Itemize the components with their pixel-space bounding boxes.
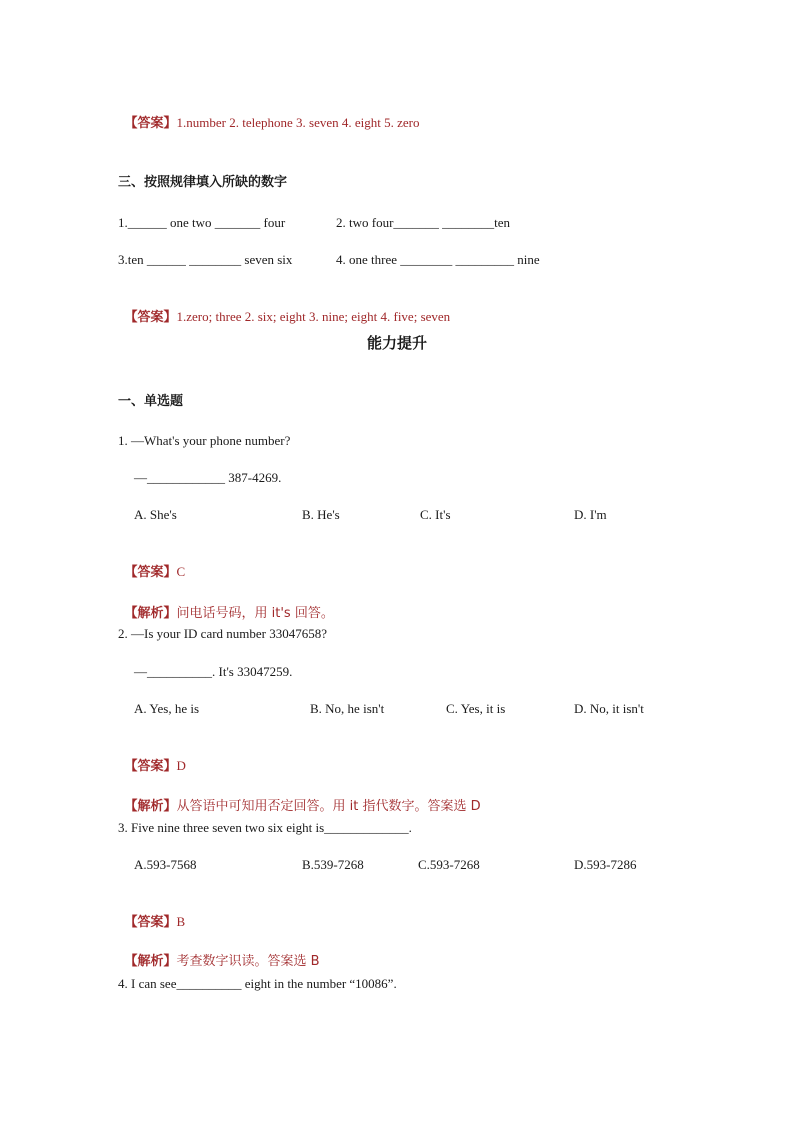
answer-line [118, 545, 185, 582]
answer-tag: 【答案】 [124, 565, 177, 580]
question-stem: 4. I can see__________ eight in the number “10086”. [118, 976, 397, 991]
answer-text: B [176, 914, 186, 929]
answer-tag: 【答案】 [124, 310, 177, 325]
option-c: C. It's [420, 507, 451, 522]
option-a: A.593-7568 [134, 857, 197, 872]
analysis-line [118, 934, 320, 971]
answer-tag: 【答案】 [124, 116, 177, 131]
question-stem: 2. —Is your ID card number 33047658? [118, 626, 328, 641]
analysis-tag: 【解析】 [124, 799, 177, 814]
question-stem: 1. —What's your phone number? [118, 433, 291, 448]
question-reply: —__________. It's 33047259. [134, 664, 293, 679]
analysis-tag: 【解析】 [124, 954, 177, 969]
answer-line [118, 290, 450, 327]
section-heading: 三、按照规律填入所缺的数字 [118, 175, 288, 190]
analysis-tag: 【解析】 [124, 606, 177, 621]
answer-text: D [176, 758, 186, 773]
exercise-item: 3.ten ______ ________ seven six [118, 252, 293, 267]
exercise-item: 2. two four_______ ________ten [336, 215, 511, 230]
answer-tag: 【答案】 [124, 759, 177, 774]
option-b: B. He's [302, 507, 340, 522]
analysis-line [118, 779, 481, 816]
answer-line [118, 96, 419, 133]
answer-tag: 【答案】 [124, 915, 177, 930]
section-title: 能力提升 [366, 334, 427, 352]
exercise-item: 4. one three ________ _________ nine [336, 252, 540, 267]
answer-line [118, 895, 185, 932]
question-stem: 3. Five nine three seven two six eight is_____________. [118, 820, 412, 835]
option-d: D. I'm [574, 507, 607, 522]
option-b: B.539-7268 [302, 857, 364, 872]
section-heading: 一、单选题 [118, 394, 184, 409]
analysis-line [118, 586, 334, 623]
exercise-item: 1.______ one two _______ four [118, 215, 286, 230]
option-c: C. Yes, it is [446, 701, 506, 716]
analysis-text: 问电话号码，用 it's 回答。 [176, 606, 334, 621]
answer-text: C [176, 564, 186, 579]
option-a: A. Yes, he is [134, 701, 200, 716]
analysis-text: 考查数字识读。答案选 B [176, 954, 320, 969]
option-c: C.593-7268 [418, 857, 480, 872]
answer-text: 1.number 2. telephone 3. seven 4. eight 5. zero [176, 115, 420, 130]
option-b: B. No, he isn't [310, 701, 385, 716]
option-d: D. No, it isn't [574, 701, 644, 716]
option-d: D.593-7286 [574, 857, 637, 872]
answer-text: 1.zero; three 2. six; eight 3. nine; eight 4. five; seven [176, 309, 451, 324]
option-a: A. She's [134, 507, 177, 522]
question-reply: —____________ 387-4269. [134, 470, 282, 485]
answer-line [118, 739, 186, 776]
analysis-text: 从答语中可知用否定回答。用 it 指代数字。答案选 D [176, 799, 481, 814]
